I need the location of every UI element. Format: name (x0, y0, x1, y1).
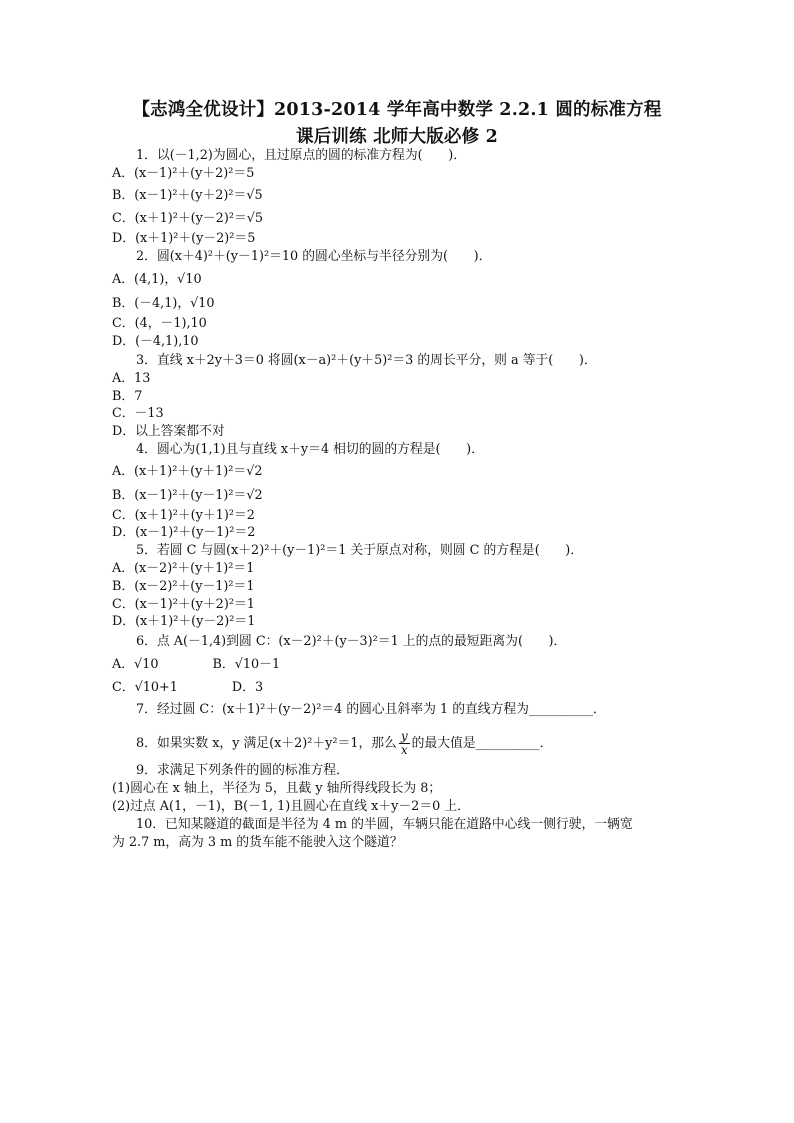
q2-option-c: C．(4，－1),10 (112, 316, 207, 331)
q3-option-c: C．－13 (112, 406, 164, 421)
question-1-stem: 1．以(－1,2)为圆心，且过原点的圆的标准方程为( )． (136, 148, 466, 163)
q8-fraction: $\frac{y}{x}$ (400, 729, 408, 757)
q3-option-d: D．以上答案都不对 (112, 424, 225, 439)
q6-option-a: A．√10 (112, 657, 159, 672)
q4-option-c: C．(x＋1)²＋(y＋1)²＝2 (112, 508, 255, 523)
q1-option-c: C．(x＋1)²＋(y－2)²＝√5 (112, 211, 264, 226)
q6-option-b: B．√10－1 (212, 657, 281, 672)
title-line-1: 【志鸿全优设计】2013-2014 学年高中数学 2.2.1 圆的标准方程 (132, 100, 662, 120)
question-10-line-2: 为 2.7 m，高为 3 m 的货车能不能驶入这个隧道？ (112, 835, 403, 850)
question-9-part-1: (1)圆心在 x 轴上，半径为 5，且截 y 轴所得线段长为 8； (112, 781, 442, 796)
q1-option-d: D．(x＋1)²＋(y－2)²＝5 (112, 231, 256, 246)
question-9-part-2: (2)过点 A(1，－1)，B(－1, 1)且圆心在直线 x＋y－2＝0 上． (112, 799, 470, 814)
q5-option-c: C．(x－1)²＋(y＋2)²＝1 (112, 597, 255, 612)
q6-options-row-2 (112, 680, 263, 696)
title-line-2: 课后训练 北师大版必修 2 (296, 127, 498, 147)
question-4-stem: 4．圆心为(1,1)且与直线 x＋y＝4 相切的圆的方程是( )． (136, 442, 484, 457)
q2-option-b: B．(－4,1)，√10 (112, 296, 215, 311)
question-7-stem: 7．经过圆 C：(x＋1)²＋(y－2)²＝4 的圆心且斜率为 1 的直线方程为__________． (136, 702, 606, 717)
q4-option-a: A．(x＋1)²＋(y＋1)²＝√2 (112, 464, 263, 479)
q2-option-d: D．(－4,1),10 (112, 334, 199, 349)
q3-option-a: A．13 (112, 371, 151, 386)
q5-option-a: A．(x－2)²＋(y＋1)²＝1 (112, 561, 255, 576)
question-3-stem: 3．直线 x＋2y＋3＝0 将圆(x－a)²＋(y＋5)²＝3 的周长平分，则 a 等于( )． (136, 353, 597, 368)
question-5-stem: 5．若圆 C 与圆(x＋2)²＋(y－1)²＝1 关于原点对称，则圆 C 的方程是( )． (136, 543, 584, 558)
question-6-stem: 6．点 A(－1,4)到圆 C：(x－2)²＋(y－3)²＝1 上的点的最短距离为( )． (136, 634, 567, 649)
q4-option-b: B．(x－1)²＋(y－1)²＝√2 (112, 488, 263, 503)
q6-option-d: D．3 (231, 680, 264, 695)
q1-option-b: B．(x－1)²＋(y＋2)²＝√5 (112, 188, 263, 203)
q6-option-c: C．√10+1 (112, 680, 178, 695)
question-2-stem: 2．圆(x＋4)²＋(y－1)²＝10 的圆心坐标与半径分别为( )． (136, 249, 492, 264)
q5-option-b: B．(x－2)²＋(y－1)²＝1 (112, 579, 255, 594)
q1-option-a: A．(x－1)²＋(y＋2)²＝5 (112, 166, 255, 181)
q4-option-d: D．(x－1)²＋(y－1)²＝2 (112, 525, 256, 540)
q6-options-row-1 (112, 657, 280, 673)
question-9-stem: 9．求满足下列条件的圆的标准方程． (136, 763, 349, 778)
question-8-stem: 8．如果实数 x，y 满足(x＋2)²＋y²＝1，那么 $\frac{y}{x}$ 的最大值是__________． (136, 729, 553, 757)
question-10-line-1: 10．已知某隧道的截面是半径为 4 m 的半圆，车辆只能在道路中心线一侧行驶，一辆宽 (136, 817, 633, 832)
q2-option-a: A．(4,1)，√10 (112, 272, 202, 287)
q5-option-d: D．(x＋1)²＋(y－2)²＝1 (112, 614, 256, 629)
q3-option-b: B．7 (112, 389, 143, 404)
